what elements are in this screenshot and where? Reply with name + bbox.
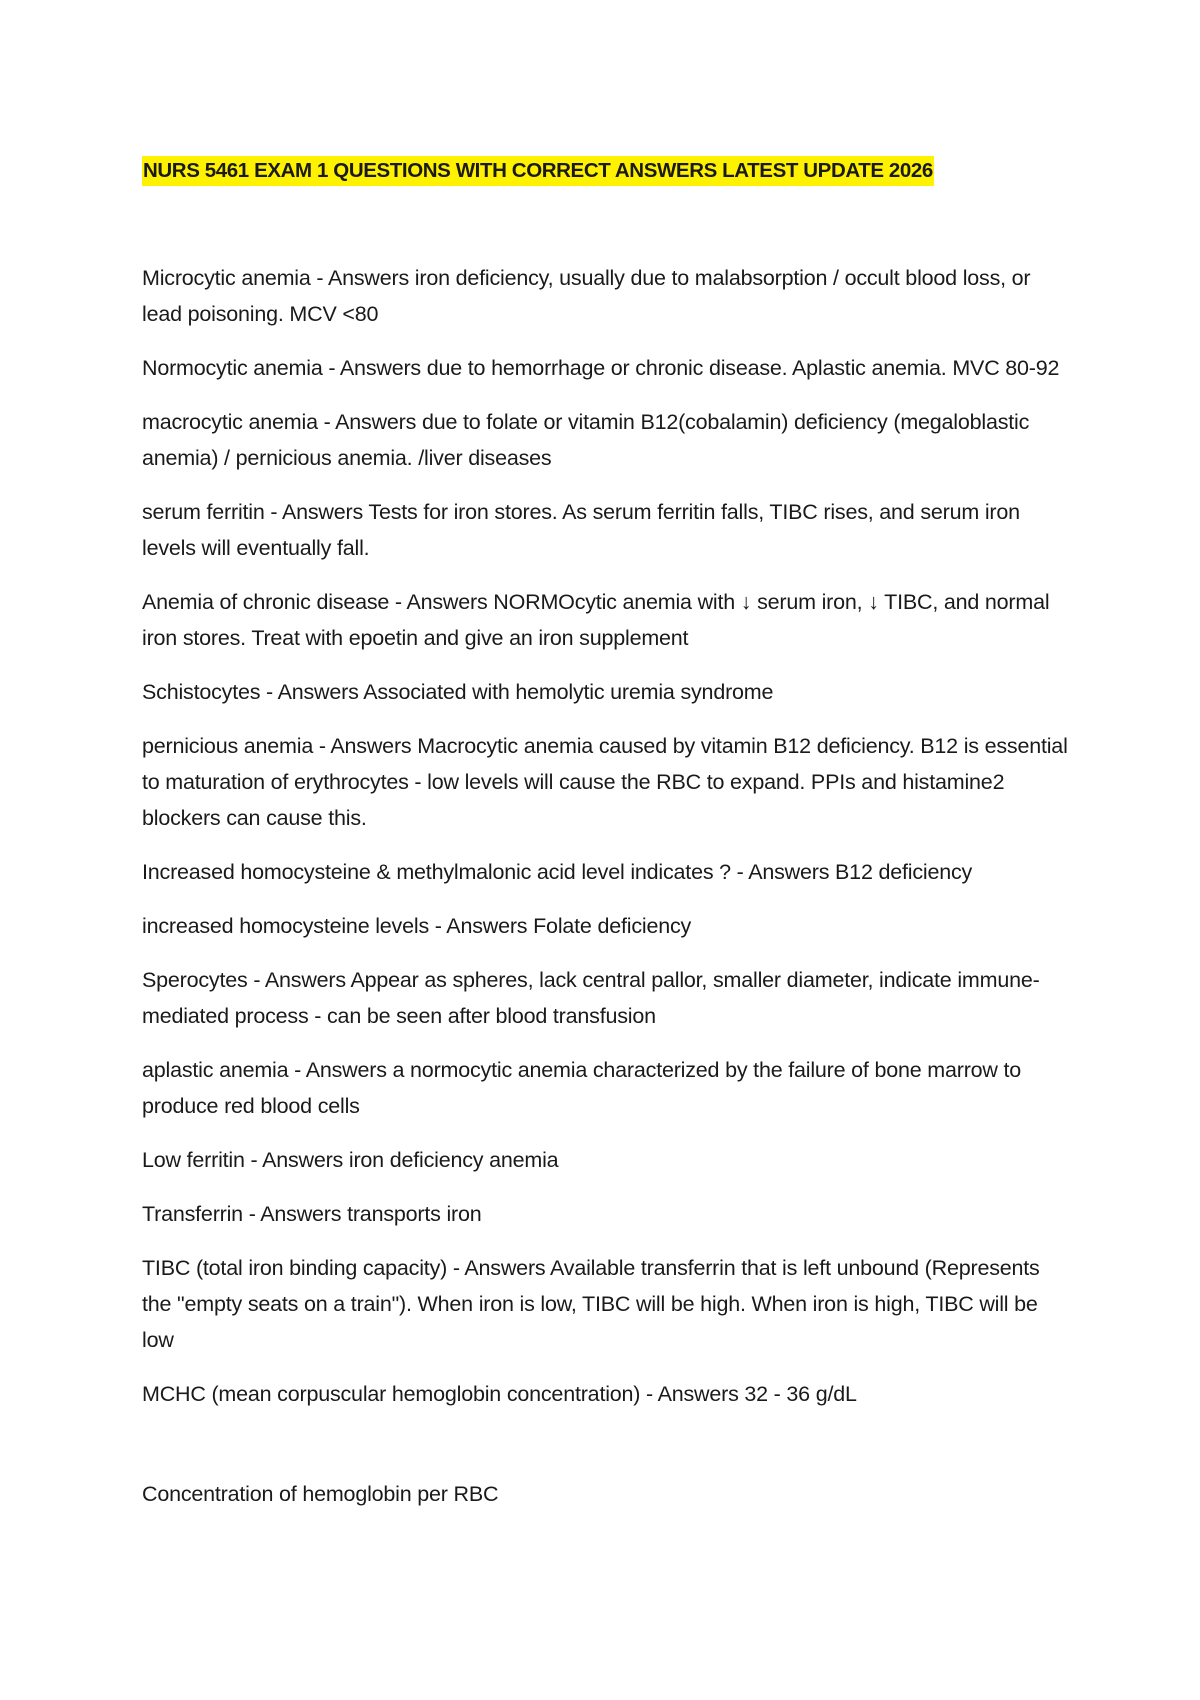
document-title: NURS 5461 EXAM 1 QUESTIONS WITH CORRECT ANSWERS LATEST UPDATE 2026 xyxy=(142,156,934,186)
qa-entry: macrocytic anemia - Answers due to folate or vitamin B12(cobalamin) deficiency (megaloblastic anemia) / pernicious anemia. /liver diseases xyxy=(142,410,1030,470)
qa-entry: serum ferritin - Answers Tests for iron stores. As serum ferritin falls, TIBC rises, and serum iron levels will eventually fall. xyxy=(142,500,1020,560)
qa-entry: Low ferritin - Answers iron deficiency anemia xyxy=(142,1148,559,1172)
qa-entry: Normocytic anemia - Answers due to hemorrhage or chronic disease. Aplastic anemia. MVC 80-92 xyxy=(142,356,1060,380)
qa-entry: Anemia of chronic disease - Answers NORMOcytic anemia with ↓ serum iron, ↓ TIBC, and normal iron stores. Treat with epoetin and give an iron supplement xyxy=(142,590,1050,650)
note-line: Concentration of hemoglobin per RBC xyxy=(142,1482,499,1506)
qa-list xyxy=(142,260,1072,1512)
qa-entry: increased homocysteine levels - Answers Folate deficiency xyxy=(142,914,692,938)
qa-entry: TIBC (total iron binding capacity) - Answers Available transferrin that is left unbound (Represents the "empty seats on a train"). When iron is low, TIBC will be high. When iron is high, TIBC will be low xyxy=(142,1256,1040,1352)
qa-entry: Increased homocysteine & methylmalonic acid level indicates ? - Answers B12 deficiency xyxy=(142,860,973,884)
qa-entry: Microcytic anemia - Answers iron deficiency, usually due to malabsorption / occult blood loss, or lead poisoning. MCV <80 xyxy=(142,266,1031,326)
qa-entry: Transferrin - Answers transports iron xyxy=(142,1202,482,1226)
qa-entry: MCHC (mean corpuscular hemoglobin concentration) - Answers 32 - 36 g/dL xyxy=(142,1382,857,1406)
qa-entry: pernicious anemia - Answers Macrocytic anemia caused by vitamin B12 deficiency. B12 is essential to maturation of erythrocytes - low levels will cause the RBC to expand. PPIs and histamine2 blockers can cause this. xyxy=(142,734,1068,830)
qa-entry: Schistocytes - Answers Associated with hemolytic uremia syndrome xyxy=(142,680,774,704)
qa-entry: Sperocytes - Answers Appear as spheres, lack central pallor, smaller diameter, indicate immune-mediated process - can be seen after blood transfusion xyxy=(142,968,1040,1028)
qa-entry: aplastic anemia - Answers a normocytic anemia characterized by the failure of bone marrow to produce red blood cells xyxy=(142,1058,1022,1118)
document-page xyxy=(142,156,1072,1530)
